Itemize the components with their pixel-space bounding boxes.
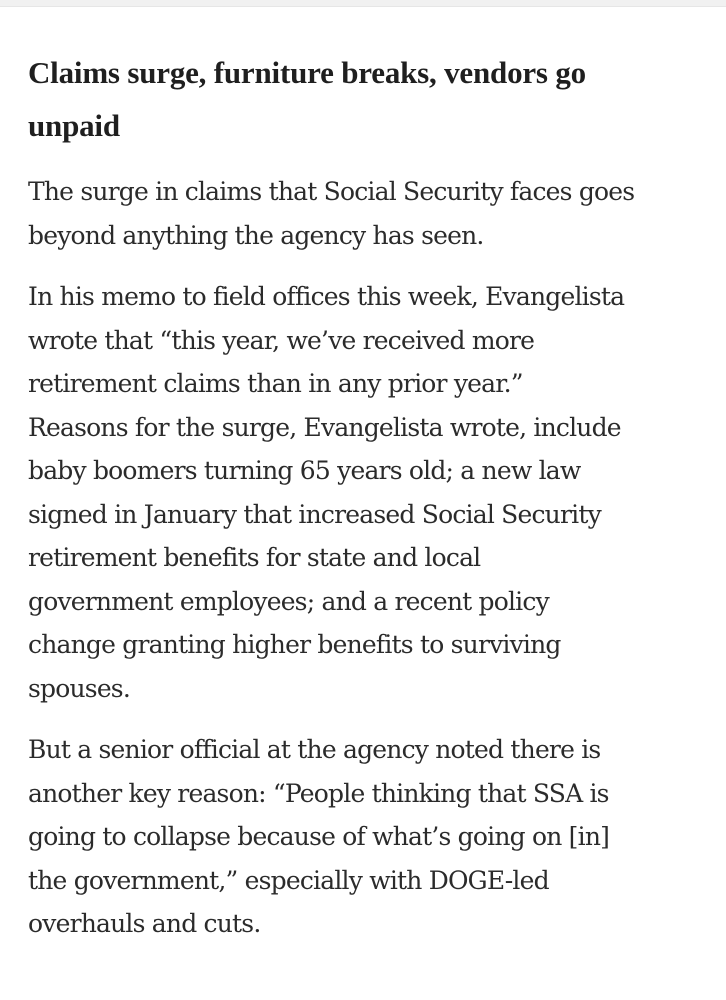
top-divider (0, 0, 726, 7)
paragraph-line: Reasons for the surge, Evangelista wrote, include (28, 412, 621, 442)
heading-line: Claims surge, furniture breaks, vendors go (28, 55, 586, 90)
section-heading (28, 46, 704, 152)
paragraph-line: going to collapse because of what’s going on [in] (28, 822, 610, 851)
paragraph-line: spouses. (28, 673, 130, 703)
paragraph-line: In his memo to field offices this week, Evangelista (28, 282, 625, 311)
paragraph-line: retirement claims than in any prior year.” (28, 369, 523, 398)
article-body (28, 46, 704, 964)
paragraph-intro (28, 170, 704, 257)
paragraph-line: beyond anything the agency has seen. (28, 220, 484, 250)
paragraph-line: overhauls and cuts. (28, 909, 261, 938)
paragraph-line: The surge in claims that Social Security faces goes (28, 177, 635, 206)
paragraph-line: wrote that “this year, we’ve received more (28, 325, 535, 355)
paragraph-line: baby boomers turning 65 years old; a new law (28, 456, 581, 485)
paragraph-line: But a senior official at the agency noted there is (28, 735, 601, 764)
paragraph-line: signed in January that increased Social Security (28, 499, 601, 529)
paragraph-line: another key reason: “People thinking that SSA is (28, 778, 609, 808)
paragraph-official (28, 728, 704, 946)
paragraph-line: the government,” especially with DOGE-led (28, 865, 549, 895)
paragraph-line: change granting higher benefits to surviving (28, 630, 561, 659)
paragraph-line: retirement benefits for state and local (28, 543, 481, 572)
paragraph-line: government employees; and a recent policy (28, 586, 549, 616)
heading-line: unpaid (28, 108, 120, 143)
paragraph-memo (28, 275, 704, 710)
